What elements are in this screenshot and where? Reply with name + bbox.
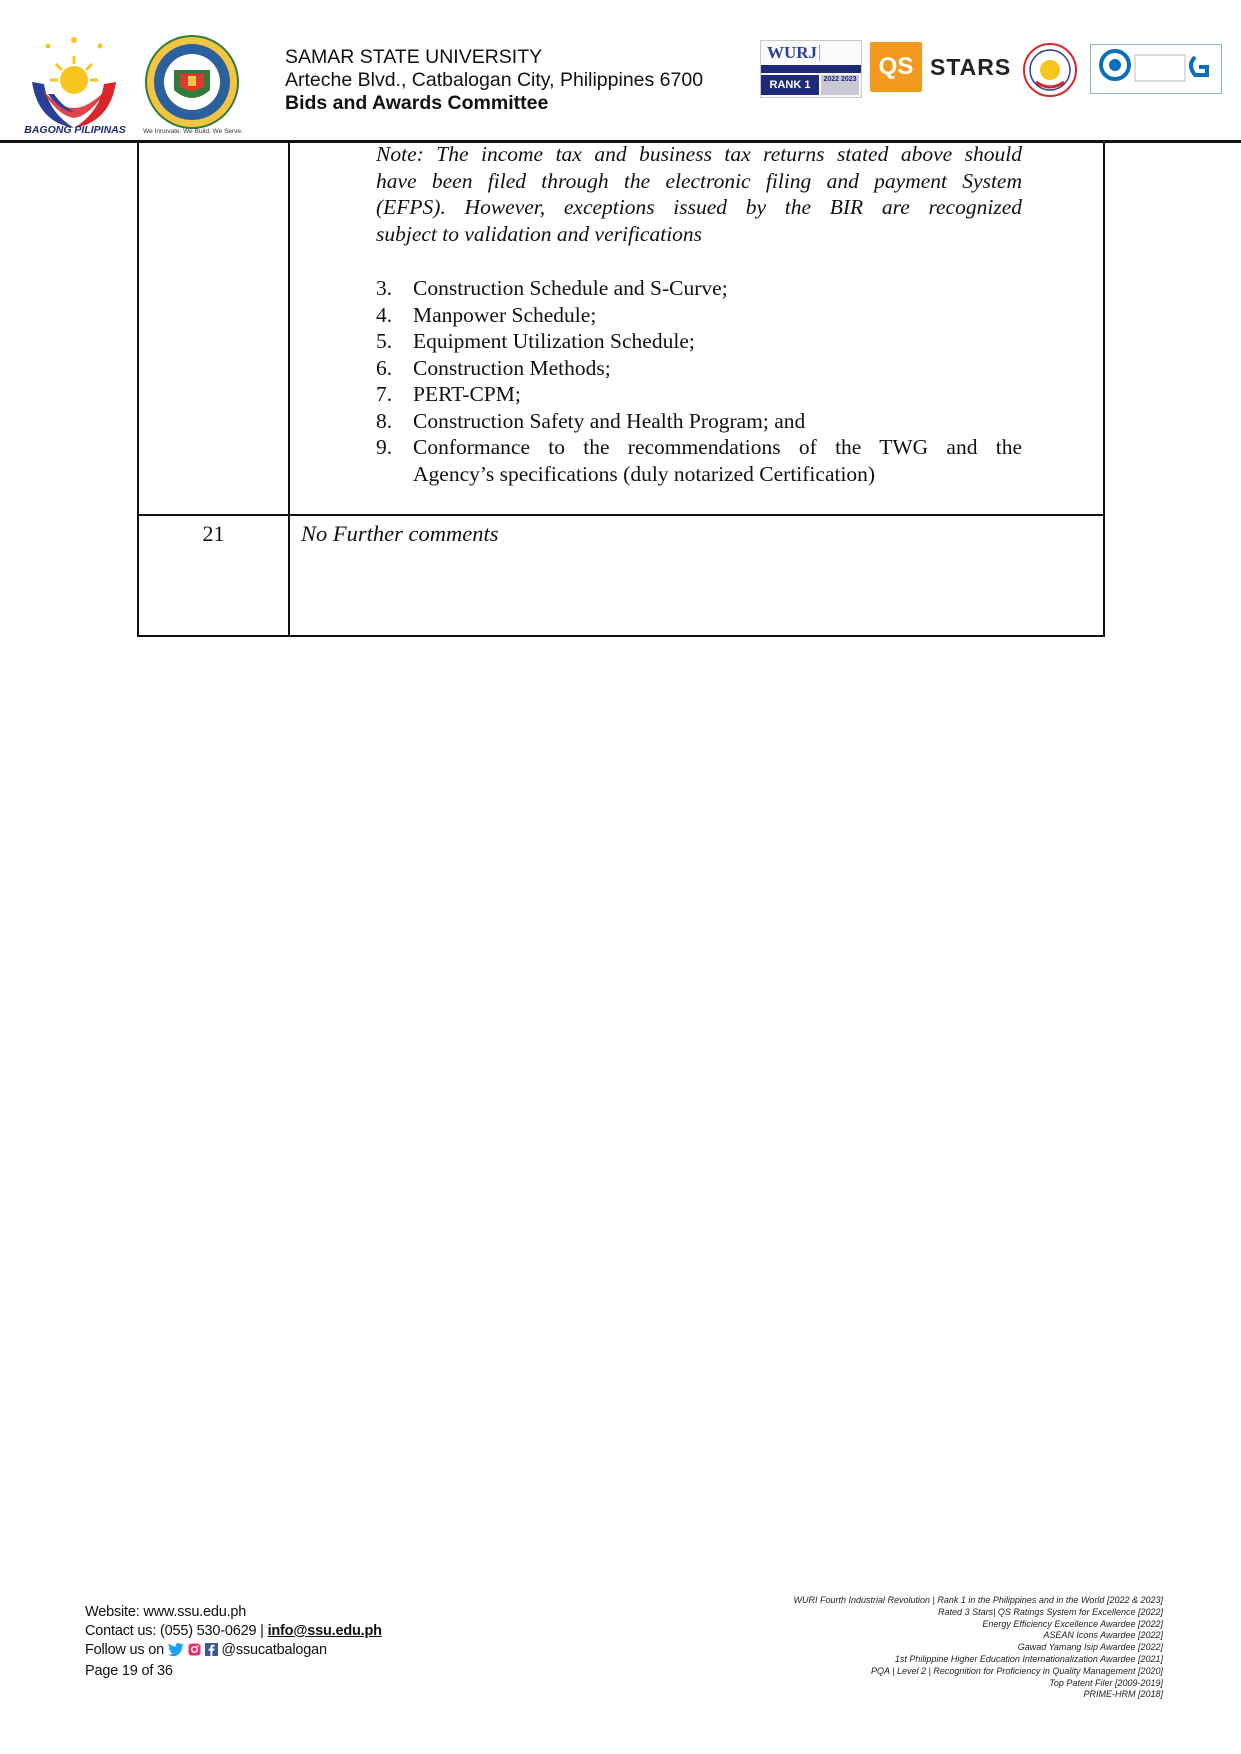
footer-contact-line xyxy=(85,1622,382,1641)
award-line: 1st Philippine Higher Education Internationalization Awardee [2021] xyxy=(894,1653,1163,1664)
twitter-icon[interactable] xyxy=(168,1643,184,1662)
ssu-tagline: We Innovate. We Build. We Serve. xyxy=(143,128,243,135)
list-item xyxy=(376,381,1022,408)
footer-social-handle: @ssucatbalogan xyxy=(221,1642,327,1658)
footer-website: Website: www.ssu.edu.ph xyxy=(85,1604,247,1620)
award-seal xyxy=(1022,42,1078,98)
socotec-certification-badge xyxy=(1090,44,1222,94)
university-address: Arteche Blvd., Catbalogan City, Philippines 6700 xyxy=(285,69,704,91)
university-name: SAMAR STATE UNIVERSITY xyxy=(285,46,543,68)
instagram-icon[interactable] xyxy=(188,1643,201,1662)
list-number: 5. xyxy=(376,329,393,353)
efps-note xyxy=(376,141,1022,247)
list-text: Construction Methods; xyxy=(413,355,611,380)
award-line: Energy Efficiency Excellence Awardee [2022] xyxy=(982,1618,1163,1629)
list-item xyxy=(376,434,1022,487)
row-comment: No Further comments xyxy=(301,521,499,546)
list-number: 4. xyxy=(376,302,393,327)
bagong-pilipinas-text: BAGONG PILIPINAS xyxy=(24,124,126,136)
list-number: 9. xyxy=(376,435,393,459)
list-item xyxy=(376,302,1022,329)
award-line: WURI Fourth Industrial Revolution | Rank 1 in the Philippines and in the World [2022 & 2023] xyxy=(793,1595,1163,1605)
wurj-years: 2022 2023 xyxy=(821,75,859,95)
letterhead xyxy=(285,46,703,115)
list-text: PERT-CPM; xyxy=(413,382,521,406)
footer-follow-label: Follow us on xyxy=(85,1642,164,1658)
bagong-pilipinas-logo xyxy=(18,32,130,140)
award-line: Rated 3 Stars| QS Ratings System for Excellence [2022] xyxy=(938,1606,1163,1617)
facebook-icon[interactable] xyxy=(205,1643,218,1662)
list-text: Equipment Utilization Schedule; xyxy=(413,329,695,353)
list-text-continued: Agency’s specifications (duly notarized Certification) xyxy=(413,461,876,486)
footer-phone: Contact us: (055) 530-0629 | xyxy=(85,1623,268,1639)
qs-stars-text: STARS xyxy=(930,54,1012,80)
footer-follow-line xyxy=(85,1641,382,1662)
award-line: Top Patent Filer [2009-2019] xyxy=(1049,1677,1163,1688)
note-line: (EFPS). However, exceptions issued by the BIR are recognized xyxy=(376,195,1022,219)
requirements-table xyxy=(137,143,1105,637)
column-divider xyxy=(288,143,290,635)
footer-awards xyxy=(643,1595,1163,1701)
award-line: PRIME-HRM [2018] xyxy=(1083,1689,1163,1700)
award-line: PQA | Level 2 | Recognition for Proficiency in Quality Management [2020] xyxy=(871,1665,1163,1676)
ssu-seal-logo xyxy=(143,34,243,136)
award-line: Gawad Yamang Isip Awardee [2022] xyxy=(1017,1642,1163,1653)
qs-logo: QS xyxy=(870,42,922,92)
footer-contact xyxy=(85,1603,382,1681)
footer-email-link[interactable]: info@ssu.edu.ph xyxy=(267,1623,382,1639)
list-item xyxy=(376,275,1022,302)
list-item xyxy=(376,408,1022,435)
list-text: Manpower Schedule; xyxy=(413,302,597,327)
page-number: Page 19 of 36 xyxy=(85,1663,173,1679)
wurj-badge: WURJ RANK 1 2022 2023 xyxy=(760,40,862,98)
list-number: 6. xyxy=(376,355,393,380)
office-name: Bids and Awards Committee xyxy=(285,92,549,114)
note-line: have been filed through the electronic filing and payment System xyxy=(376,168,1022,193)
list-text: Construction Safety and Health Program; and xyxy=(413,408,806,433)
award-line: ASEAN Icons Awardee [2022] xyxy=(1043,1630,1163,1641)
list-number: 3. xyxy=(376,276,393,300)
row-number: 21 xyxy=(202,521,225,546)
list-text: Construction Schedule and S-Curve; xyxy=(413,276,728,300)
list-item xyxy=(376,328,1022,355)
requirements-list xyxy=(376,275,1022,487)
list-number: 8. xyxy=(376,408,393,433)
list-text: Conformance to the recommendations of the TWG and the xyxy=(413,435,1022,459)
note-line: subject to validation and verifications xyxy=(376,221,703,246)
note-line: Note: The income tax and business tax returns stated above should xyxy=(376,142,1022,166)
list-item xyxy=(376,355,1022,382)
list-number: 7. xyxy=(376,382,393,406)
wurj-rank: RANK 1 xyxy=(761,75,819,95)
